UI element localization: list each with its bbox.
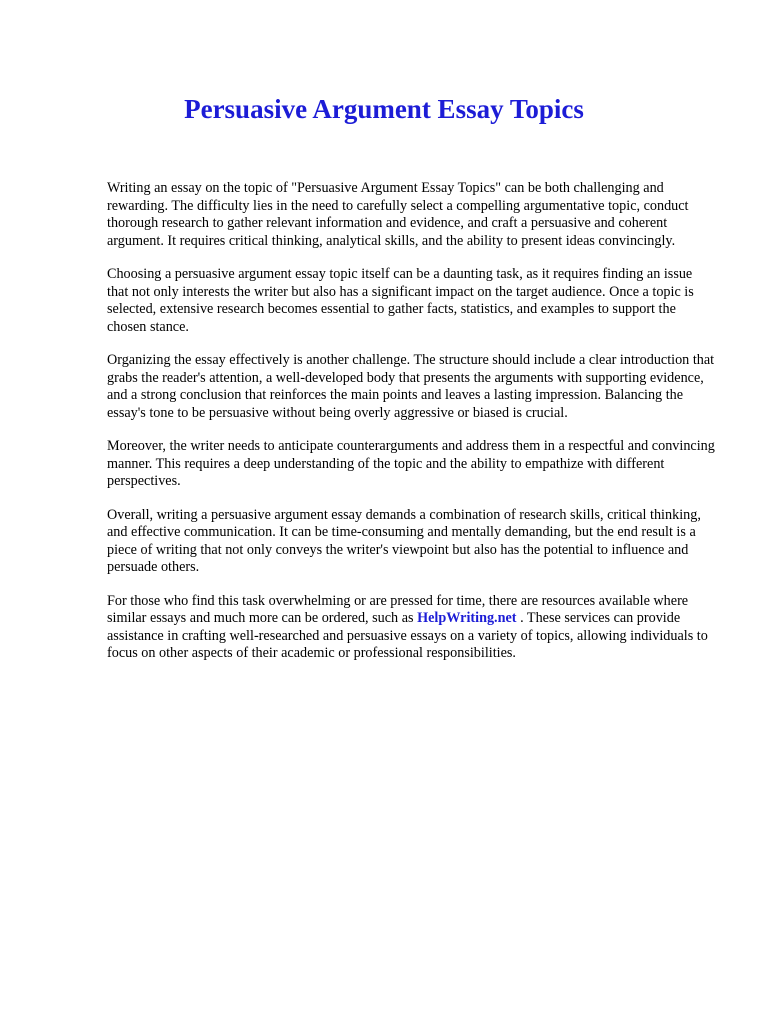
document-body [107, 180, 717, 679]
paragraph-5: Overall, writing a persuasive argument essay demands a combination of research skills, critical thinking, and effective communication. It can be time-consuming and mentally demanding, but the end result is a piece of writing that not only conveys the writer's viewpoint but also has the potential to influence and persuade others. [107, 506, 701, 575]
paragraph-1: Writing an essay on the topic of "Persuasive Argument Essay Topics" can be both challenging and rewarding. The difficulty lies in the need to carefully select a compelling argumentative topic, conduct thorough research to gather relevant information and evidence, and craft a persuasive and coherent argument. It requires critical thinking, analytical skills, and the ability to present ideas convincingly. [107, 180, 689, 249]
paragraph-4: Moreover, the writer needs to anticipate counterarguments and address them in a respectful and convincing manner. This requires a deep understanding of the topic and the ability to empathize with different perspectives. [107, 438, 715, 489]
paragraph-3: Organizing the essay effectively is another challenge. The structure should include a clear introduction that grabs the reader's attention, a well-developed body that presents the arguments with supporting evidence, and a strong conclusion that reinforces the main points and leaves a lasting impression. Balancing the essay's tone to be persuasive without being overly aggressive or biased is crucial. [107, 352, 715, 421]
helpwriting-link[interactable]: HelpWriting.net [417, 610, 517, 626]
paragraph-6-after-link: . These services can provide assistance in crafting well-researched and persuasive essays on a variety of topics, allowing individuals to focus on other aspects of their academic or professional responsibilities. [107, 610, 708, 661]
paragraph-6-before-link: For those who find this task overwhelming or are pressed for time, there are resources available where similar essays and much more can be ordered, such as [107, 592, 689, 626]
page-title: Persuasive Argument Essay Topics [184, 94, 584, 124]
paragraph-2: Choosing a persuasive argument essay topic itself can be a daunting task, as it requires finding an issue that not only interests the writer but also has a significant impact on the target audience. Once a topic is selected, extensive research becomes essential to gather facts, statistics, and examples to support the chosen stance. [107, 266, 694, 335]
paragraph-6 [107, 593, 717, 663]
